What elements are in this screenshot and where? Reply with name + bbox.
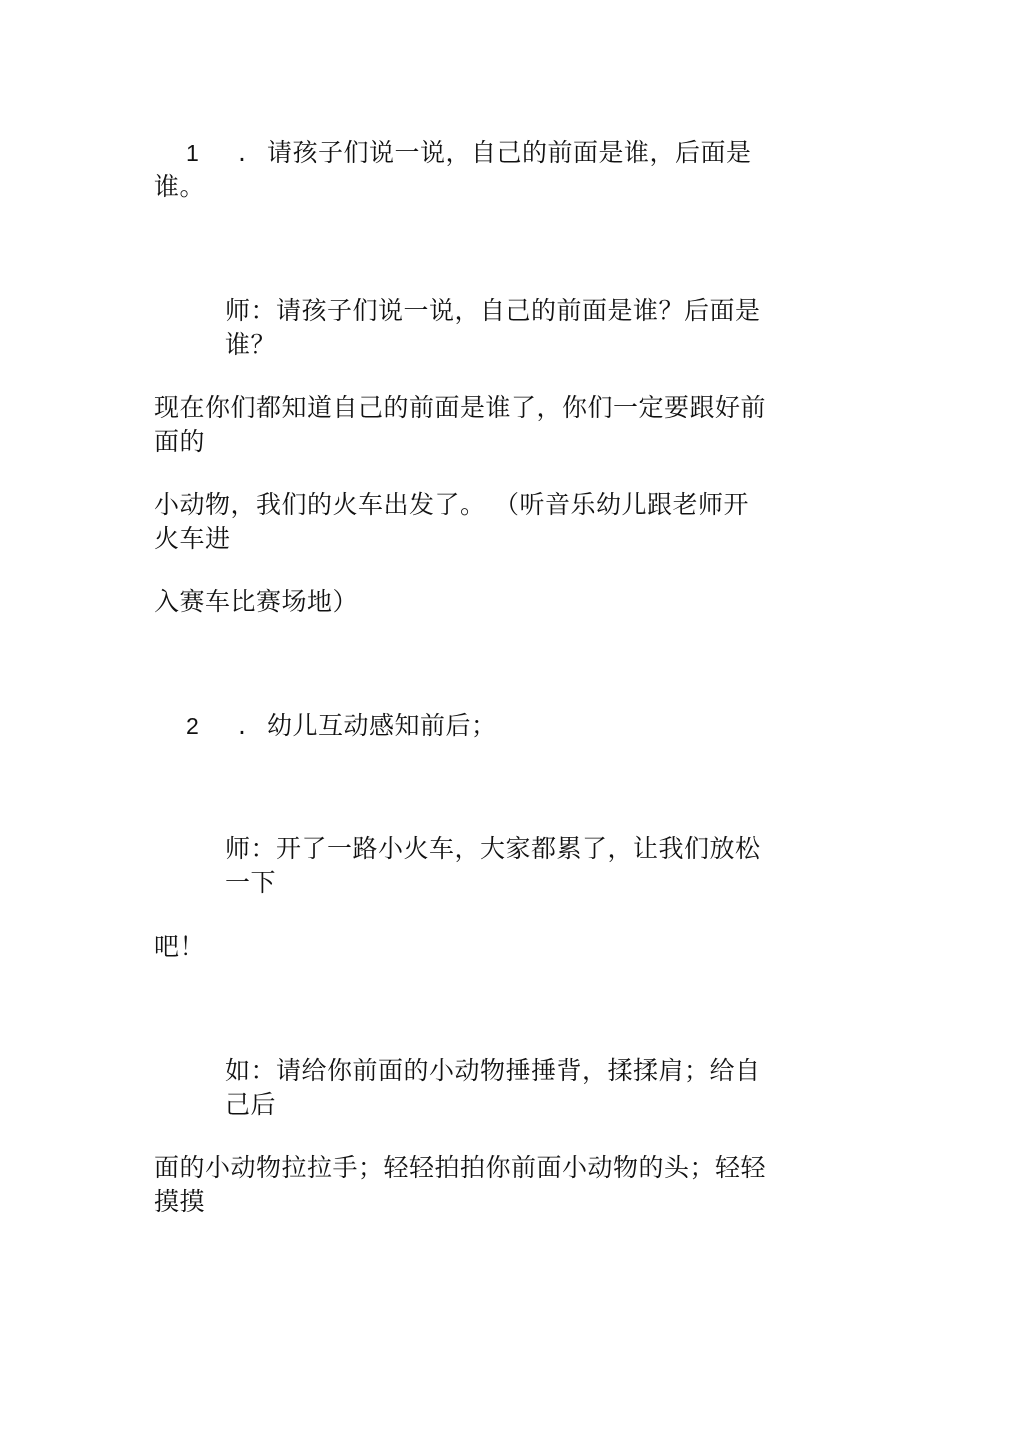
item-1-heading-line2: 谁。: [154, 172, 206, 201]
item-1-para1-line2: 面的: [154, 427, 206, 456]
item-2-example-line1: 如：请给你前面的小动物捶捶背，揉揉肩；给自: [225, 1056, 761, 1085]
item-1-teacher-line2: 谁？: [225, 330, 277, 359]
item-1-number: 1: [186, 140, 199, 166]
item-2-teacher-line1: 师：开了一路小火车，大家都累了，让我们放松: [225, 834, 761, 863]
item-2-teacher-line2: 一下: [225, 868, 277, 897]
item-2-para1-line1: 吧！: [154, 932, 206, 961]
item-1-marker: .: [238, 138, 246, 167]
item-2-marker: .: [238, 711, 246, 740]
item-2-example-line2: 己后: [225, 1090, 277, 1119]
item-2-number: 2: [186, 713, 199, 739]
item-2-heading-line1: 幼儿互动感知前后；: [267, 711, 497, 740]
item-2-para2-line2: 摸摸: [154, 1187, 206, 1216]
item-1-para3-line1: 入赛车比赛场地）: [154, 587, 359, 616]
item-1-heading-line1: 请孩子们说一说，自己的前面是谁，后面是: [267, 138, 752, 167]
item-1-para1-line1: 现在你们都知道自己的前面是谁了，你们一定要跟好前: [154, 393, 767, 422]
item-2-para2-line1: 面的小动物拉拉手；轻轻拍拍你前面小动物的头；轻轻: [154, 1153, 767, 1182]
item-1-teacher-line1: 师：请孩子们说一说，自己的前面是谁？后面是: [225, 296, 761, 325]
item-1-para2-line1: 小动物，我们的火车出发了。 （听音乐幼儿跟老师开: [154, 490, 749, 519]
item-1-para2-line2: 火车进: [154, 524, 231, 553]
